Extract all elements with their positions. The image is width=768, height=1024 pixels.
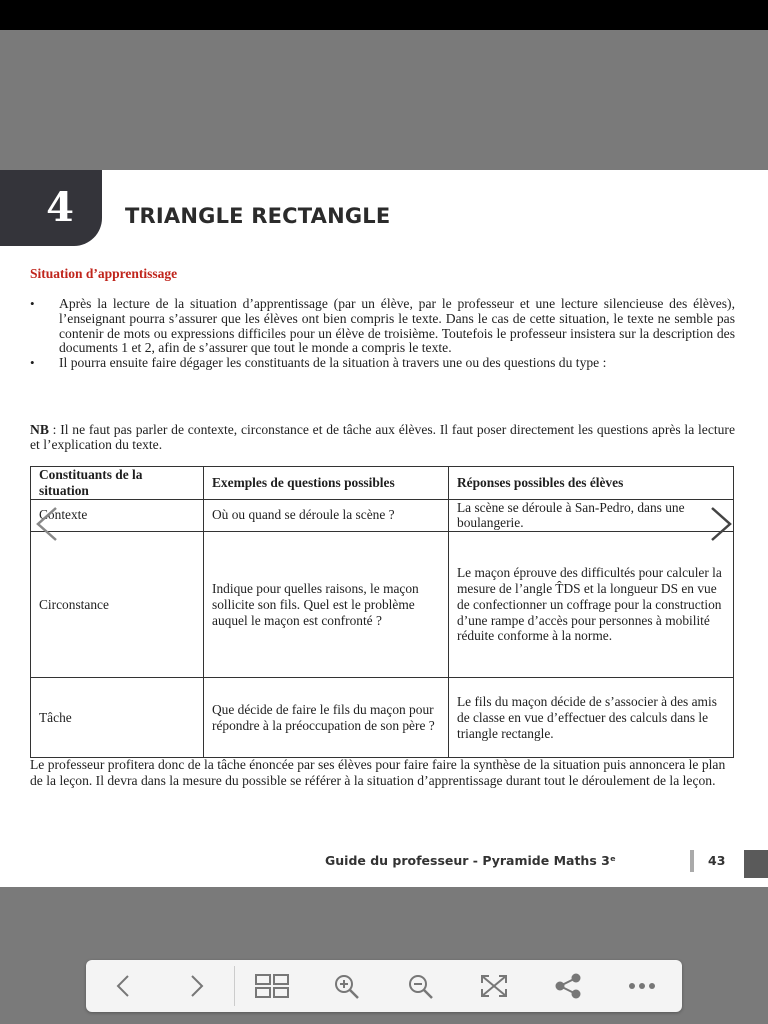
previous-page-arrow[interactable] (32, 504, 62, 544)
situation-table (30, 466, 734, 758)
list-item (30, 297, 735, 356)
top-status-bar (0, 0, 768, 30)
page-number: 43 (708, 853, 726, 868)
next-button[interactable] (160, 960, 234, 1012)
section-label: Situation d’apprentissage (30, 266, 178, 281)
table-row (31, 532, 734, 678)
zoom-in-button[interactable] (309, 960, 383, 1012)
fullscreen-button[interactable] (457, 960, 531, 1012)
nb-text: : Il ne faut pas parler de contexte, circonstance et de tâche aux élèves. Il faut poser directement les questions après la lecture et l’explication du texte. (30, 422, 735, 452)
chevron-right-icon (706, 504, 736, 544)
chevron-left-icon (32, 504, 62, 544)
bullet-icon: • (30, 355, 35, 371)
column-header: Réponses possibles des élèves (449, 467, 734, 500)
previous-button[interactable] (86, 960, 160, 1012)
table-cell: Tâche (31, 678, 204, 758)
next-icon (186, 973, 208, 999)
table-header-row (31, 467, 734, 500)
zoom-in-icon (332, 972, 360, 1000)
nb-note (30, 423, 735, 453)
zoom-out-icon (406, 972, 434, 1000)
table-cell: Indique pour quelles raisons, le maçon sollicite son fils. Quel est le problème auquel le maçon est confronté ? (204, 532, 449, 678)
table-cell: Où ou quand se déroule la scène ? (204, 499, 449, 532)
share-button[interactable] (531, 960, 605, 1012)
table-cell: Circonstance (31, 532, 204, 678)
viewer-toolbar (86, 960, 682, 1012)
previous-icon (112, 973, 134, 999)
thumbnails-button[interactable] (235, 960, 309, 1012)
table-row (31, 678, 734, 758)
nb-label: NB (30, 422, 49, 437)
page-corner-tab (744, 850, 768, 878)
chapter-number-badge: 4 (0, 170, 102, 246)
table-cell: Que décide de faire le fils du maçon pour répondre à la préoccupation de son père ? (204, 678, 449, 758)
table-cell: Le fils du maçon décide de s’associer à des amis de classe en vue d’effectuer des calculs dans le triangle rectangle. (449, 678, 734, 758)
closing-paragraph: Le professeur profitera donc de la tâche énoncée par ses élèves pour faire faire la synthèse de la situation puis annoncera le plan de la leçon. Il devra dans la mesure du possible se référer à la situation d’apprentissage durant tout le déroulement de la leçon. (30, 757, 726, 789)
list-item-text: Il pourra ensuite faire dégager les constituants de la situation à travers une ou des questions du type : (59, 355, 607, 371)
column-header: Exemples de questions possibles (204, 467, 449, 500)
share-icon (553, 973, 583, 999)
fullscreen-icon (479, 973, 509, 999)
column-header: Constituants de la situation (31, 467, 204, 500)
footer-divider (690, 850, 694, 872)
more-icon (627, 981, 657, 991)
zoom-out-button[interactable] (383, 960, 457, 1012)
chapter-title: TRIANGLE RECTANGLE (125, 204, 391, 228)
bullet-icon: • (30, 296, 35, 311)
next-page-arrow[interactable] (706, 504, 736, 544)
footer-book-title: Guide du professeur - Pyramide Maths 3ᵉ (325, 853, 616, 868)
instruction-list (30, 297, 735, 371)
thumbnails-icon (255, 974, 289, 998)
document-page (0, 170, 768, 887)
table-cell: Le maçon éprouve des difficultés pour calculer la mesure de l’angle T̂DS et la longueur DS en vue de confectionner un coffrage pour la construction d’une rampe d’accès pour personnes à mobilité réduite conforme à la norme. (449, 532, 734, 678)
table-row (31, 499, 734, 532)
list-item-text: Après la lecture de la situation d’apprentissage (par un élève, par le professeur et une lecture silencieuse des élèves), l’enseignant pourra s’assurer que les élèves ont bien compris le texte. Dans le cas de cette situation, le texte ne semble pas contenir de mots ou expressions difficiles pour un élève de troisième. Toutefois le professeur insistera sur la description des documents 1 et 2, afin de s’assurer que tout le monde a compris le texte. (59, 296, 735, 356)
more-button[interactable] (605, 960, 679, 1012)
table-cell: La scène se déroule à San-Pedro, dans une boulangerie. (449, 499, 734, 532)
list-item (30, 356, 735, 371)
table-cell: Contexte (31, 499, 204, 532)
